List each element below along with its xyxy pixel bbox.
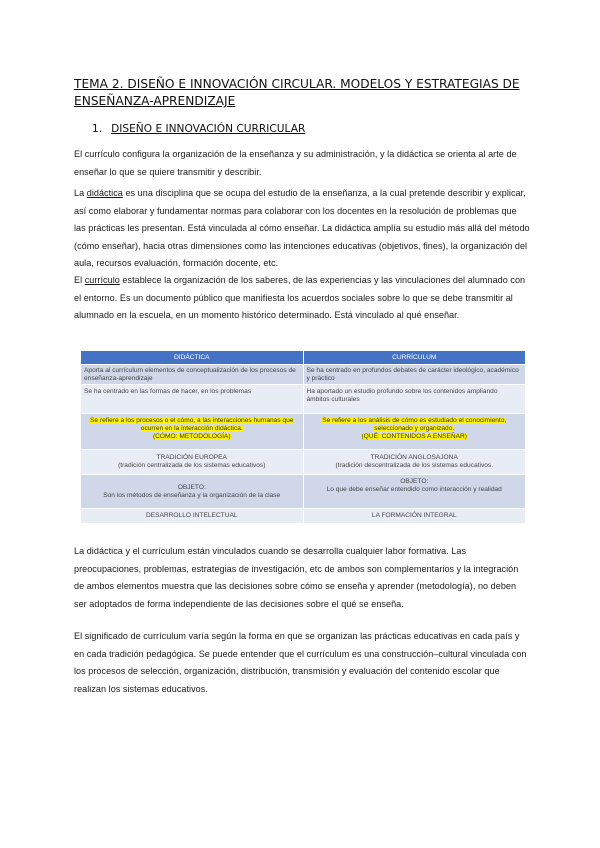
comparison-table	[80, 350, 526, 524]
cell-title: OBJETO:	[177, 483, 206, 491]
table-cell: Se ha centrado en las formas de hacer, en los problemas	[81, 385, 304, 414]
cell-title: TRADICIÓN EUROPEA	[156, 454, 227, 461]
page-title: TEMA 2. DISEÑO E INNOVACIÓN CIRCULAR. MODELOS Y ESTRATEGIAS DE ENSEÑANZA-APRENDIZAJE	[74, 77, 520, 108]
text-span: es una disciplina que se ocupa del estudio de la enseñanza, a la cual pretende describir y explicar, así como elaborar y fundamentar normas para colaborar con los docentes en la resolución de problemas que las prácticas les presentan. Está vinculada al cómo enseñar. La didáctica amplía su estudio más allá del método (cómo enseñar), hacia otras dimensiones como las intenciones educativas (objetivos, fines), la organización del aula, recursos evaluación, formación docente, etc.	[74, 188, 530, 268]
table-cell	[81, 450, 304, 475]
paragraph-curriculo	[74, 272, 530, 325]
table-row	[81, 414, 526, 450]
paragraph-intro: El currículo configura la organización de la enseñanza y su administración, y la didáctica se orienta al arte de enseñar lo que se quiere transmitir y describir.	[74, 149, 517, 177]
cell-subtitle: (tradición descentralizada de los sistemas educativos.	[335, 462, 494, 469]
section-heading	[92, 122, 305, 136]
cell-title: TRADICIÓN ANGLOSAJONA	[370, 454, 458, 461]
table-row	[81, 385, 526, 414]
highlighted-note: (CÓMO: METODOLOGÍA)	[152, 433, 231, 440]
highlighted-note: (QUÉ: CONTENIDOS A ENSEÑAR)	[361, 433, 467, 440]
text-span: establece la organización de los saberes, de las experiencias y las vinculaciones del alumnado con el entorno. Es un documento público que manifiesta los acuerdos sociales sobre lo que se debe transmitir al alumnado en la escuela, en un momento histórico determinado. Está vinculado al qué enseñar.	[74, 275, 526, 320]
header-didactica: DIDÁCTICA	[81, 351, 304, 365]
table-cell: LA FORMACIÓN INTEGRAL	[303, 509, 526, 524]
table-cell	[81, 475, 304, 509]
table-header-row	[81, 351, 526, 365]
table-cell: DESARROLLO INTELECTUAL	[81, 509, 304, 524]
paragraph-didactica	[74, 185, 530, 273]
section-title: DISEÑO E INNOVACIÓN CURRICULAR	[111, 123, 306, 135]
table-cell: Se ha centrado en profundos debates de carácter ideológico, académico y práctico	[303, 365, 526, 385]
table-row	[81, 475, 526, 509]
text-span: El	[74, 275, 85, 285]
table-cell	[303, 414, 526, 450]
term-didactica: didáctica	[86, 188, 123, 198]
table-row	[81, 365, 526, 385]
table-row	[81, 509, 526, 524]
cell-title: OBJETO:	[400, 478, 429, 485]
table-cell	[303, 450, 526, 475]
header-curriculum: CURRÍCULUM	[303, 351, 526, 365]
cell-subtitle: (tradición centralizada de los sistemas educativos)	[118, 462, 266, 469]
table-cell: Aporta al currículum elementos de conceptualización de los procesos de enseñanza-aprendizaje	[81, 365, 304, 385]
table-cell	[303, 475, 526, 509]
section-number: 1.	[92, 123, 103, 135]
highlighted-text: Se refiere a los análisis de cómo es estudiado el conocimiento, seleccionado y organizado.	[322, 417, 507, 432]
cell-subtitle: Lo que debe enseñar entendido como interacción y realidad	[326, 486, 502, 493]
cell-subtitle: Son los métodos de enseñanza y la organización de la clase	[103, 491, 281, 499]
table-cell	[81, 414, 304, 450]
paragraph-vinculacion: La didáctica y el currículum están vinculados cuando se desarrolla cualquier labor formativa. Las preocupaciones, problemas, estrategias de investigación, etc de ambos son complementarios y la integración de ambos elementos muestra que las decisiones sobre cómo se enseña y aprender (metodología), no deben ser adoptados de forma independiente de las decisiones sobre el qué se enseña.	[74, 546, 519, 609]
paragraph-significado: El significado de currículum varía según la forma en que se organizan las prácticas educativas en cada país y en cada tradición pedagógica. Se puede entender que el currículum es una construcción–cultural vinculada con los procesos de selección, organización, distribución, transmisión y evaluación del contenido escolar que realizan los sistemas educativos.	[74, 631, 527, 694]
highlighted-text: Se refiere a los procesos o el cómo, a las interacciones humanas que ocurren en la interacción didáctica.	[90, 417, 294, 432]
text-span: La	[74, 188, 87, 198]
table-row	[81, 450, 526, 475]
term-curriculo: currículo	[84, 275, 120, 285]
table-cell: Ha aportado un estudio profundo sobre los contenidos ampliando ámbitos culturales	[303, 385, 526, 414]
